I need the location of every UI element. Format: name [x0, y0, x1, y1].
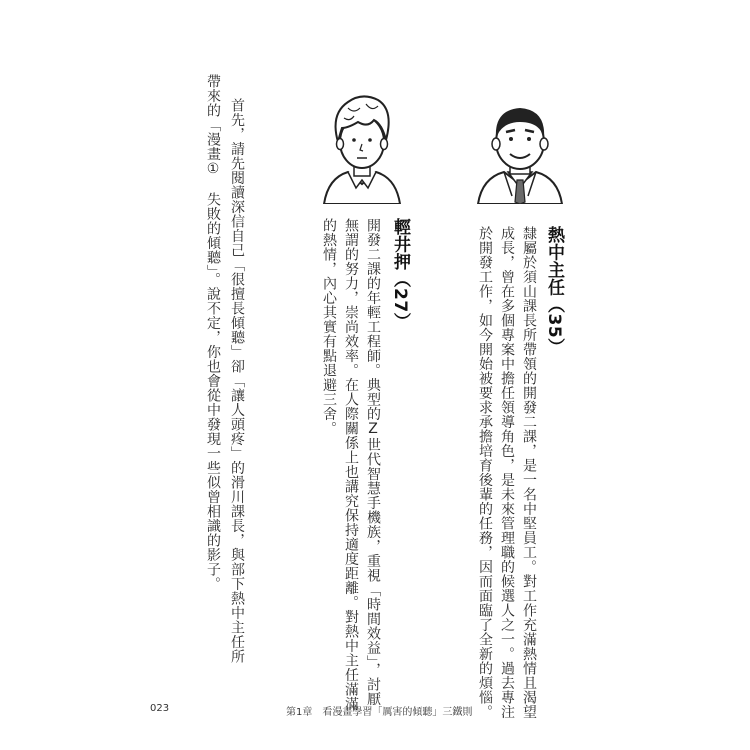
character-description-line: 於開發工作，如今開始被要求承擔培育後輩的任務，因而面臨了全新的煩惱。 [477, 226, 493, 719]
character-description-line: 無謂的努力，崇尚效率。在人際關係上也講究保持適度距離。對熱中主任滿滿 [343, 218, 359, 711]
character-description-line: 開發二課的年輕工程師。典型的Z世代智慧手機族，重視「時間效益」，討厭 [365, 218, 381, 706]
character-name-text: 熱中主任 [544, 226, 564, 296]
character-description-line: 的熱情，內心其實有點退避三舍。 [321, 218, 337, 436]
character-name-text: 輕井押 [390, 218, 410, 271]
character-age: （35） [544, 296, 564, 356]
page-number: 023 [150, 703, 170, 714]
character-name-nakashu [542, 226, 567, 356]
character-description-line: 隸屬於須山課長所帶領的開發二課，是一名中堅員工。對工作充滿熱情且渴望 [521, 226, 537, 719]
portrait-karuioshi [318, 84, 406, 204]
intro-paragraph-line: 首先，請先閱讀深信自己「很擅長傾聽」卻「讓人頭疼」的滑川課長，與部下熱中主任所 [229, 98, 245, 664]
chapter-title: 第1章 看漫畫學習「厲害的傾聽」三鐵則 [286, 707, 473, 718]
character-description-line: 成長，曾在多個專案中擔任領導角色，是未來管理職的候選人之一。過去專注 [499, 226, 515, 719]
character-name-karuioshi [388, 218, 413, 330]
character-age: （27） [390, 270, 410, 331]
portrait-nakashu-chief [474, 92, 566, 204]
intro-paragraph-line: 帶來的「漫畫① 失敗的傾聽」。說不定，你也會從中發現一些似曾相識的影子。 [205, 74, 221, 591]
